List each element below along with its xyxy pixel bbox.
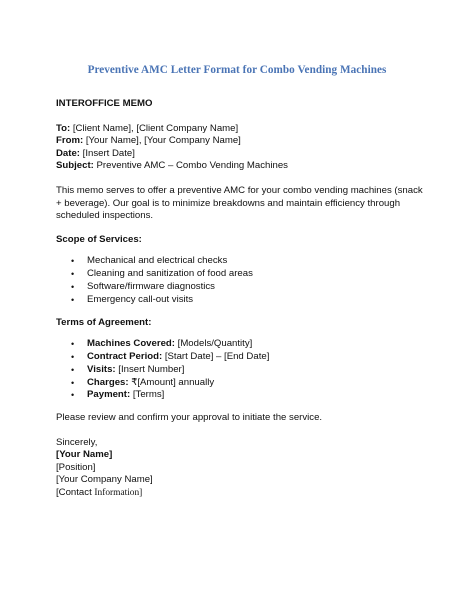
term-label: Payment: <box>87 389 131 401</box>
list-item <box>56 294 426 307</box>
signer-position: [Position] <box>56 461 96 473</box>
term-label: Visits: <box>87 363 116 375</box>
signer-company: [Your Company Name] <box>56 474 153 486</box>
scope-heading: Scope of Services: <box>56 233 142 245</box>
bullet-icon: • <box>71 390 75 401</box>
field-to <box>56 123 426 136</box>
term-value: [Start Date] – [End Date] <box>162 350 270 362</box>
term-value: [Terms] <box>130 389 165 401</box>
memo-heading: INTEROFFICE MEMO <box>56 98 153 109</box>
field-label: From: <box>56 135 84 147</box>
bullet-icon: • <box>71 269 75 280</box>
signer-name: [Your Name] <box>56 449 113 461</box>
term-value: [Insert Number] <box>115 363 185 375</box>
field-label: To: <box>56 122 71 134</box>
salutation: Sincerely, <box>56 436 98 448</box>
list-item <box>56 377 426 390</box>
list-item <box>56 364 426 377</box>
list-item <box>56 255 426 268</box>
bullet-icon: • <box>71 339 75 350</box>
bullet-icon: • <box>71 351 75 362</box>
terms-heading: Terms of Agreement: <box>56 316 152 328</box>
term-value: [Models/Quantity] <box>174 338 253 350</box>
bullet-icon: • <box>71 256 75 267</box>
contact-suffix: Information] <box>94 488 143 499</box>
list-item-text: Emergency call-out visits <box>87 293 194 305</box>
memo-body <box>56 98 426 500</box>
list-item <box>56 268 426 281</box>
bullet-icon: • <box>71 364 75 375</box>
signer-contact <box>56 487 426 500</box>
list-item <box>56 338 426 351</box>
term-label: Charges: <box>87 376 129 388</box>
contact-prefix: [Contact <box>56 487 95 499</box>
list-item <box>56 389 426 402</box>
term-label: Machines Covered: <box>87 338 175 350</box>
bullet-icon: • <box>71 377 75 388</box>
closing-line: Please review and confirm your approval to initiate the service. <box>56 412 323 424</box>
signature-block <box>56 437 426 500</box>
field-value: Preventive AMC – Combo Vending Machines <box>93 160 288 172</box>
field-subject <box>56 160 426 173</box>
field-value: [Your Name], [Your Company Name] <box>83 135 241 147</box>
list-item-text: Mechanical and electrical checks <box>87 255 228 267</box>
bullet-icon: • <box>71 294 75 305</box>
list-item-text: Software/firmware diagnostics <box>87 280 215 292</box>
bullet-icon: • <box>71 281 75 292</box>
intro-paragraph: This memo serves to offer a preventive AMC for your combo vending machines (snack + beverage). Our goal is to minimize breakdowns and maintain efficiency through scheduled inspections. <box>56 184 423 222</box>
field-label: Date: <box>56 147 80 159</box>
field-label: Subject: <box>56 160 94 172</box>
list-item <box>56 351 426 364</box>
terms-list <box>56 338 426 402</box>
field-from <box>56 135 426 148</box>
field-value: [Client Name], [Client Company Name] <box>70 122 239 134</box>
document-title: Preventive AMC Letter Format for Combo Vending Machines <box>87 64 387 76</box>
field-date <box>56 148 426 161</box>
memo-header-fields <box>56 123 426 173</box>
term-value: ₹[Amount] annually <box>128 376 215 388</box>
list-item <box>56 281 426 294</box>
scope-list <box>56 255 426 306</box>
field-value: [Insert Date] <box>80 147 135 159</box>
term-label: Contract Period: <box>87 350 163 362</box>
list-item-text: Cleaning and sanitization of food areas <box>87 268 253 280</box>
